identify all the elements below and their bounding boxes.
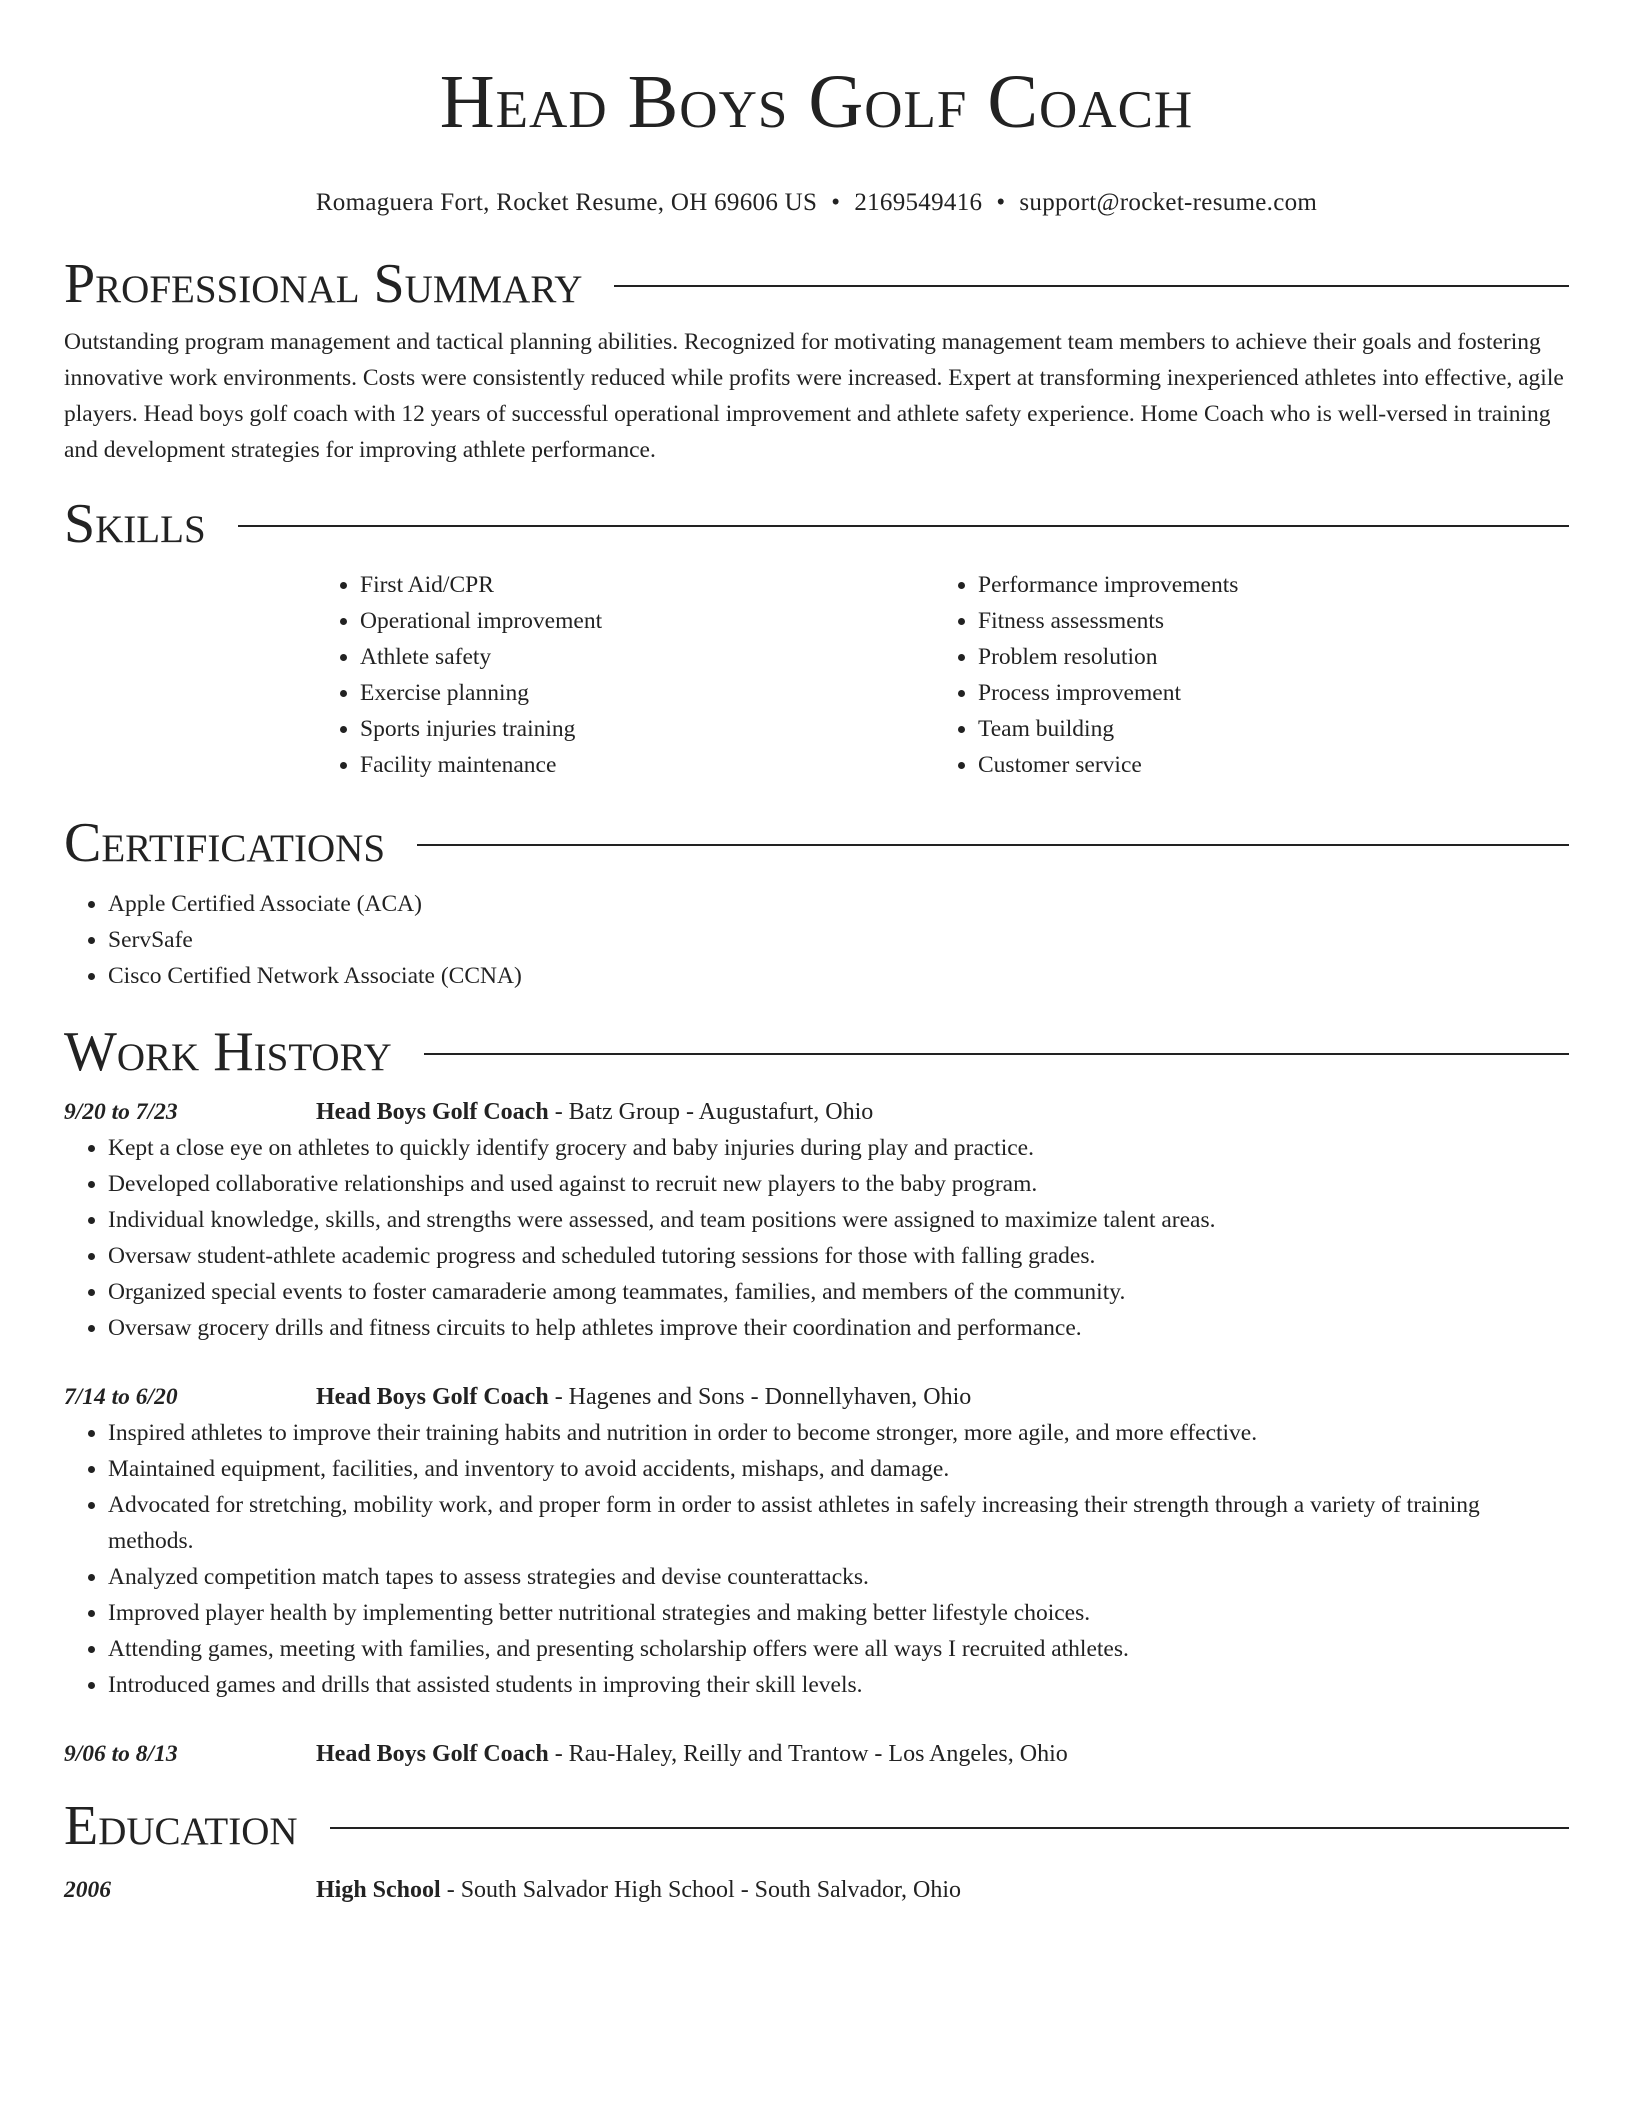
certification-item: • Apple Certified Associate (ACA) (108, 886, 1569, 922)
education-section (64, 1794, 1569, 1908)
job-role: Head Boys Golf Coach (316, 1741, 549, 1767)
duty-item: • Analyzed competition match tapes to assess strategies and devise counterattacks. (108, 1559, 1569, 1595)
skill-item: • First Aid/CPR (360, 567, 934, 603)
skill-item: • Team building (978, 711, 1552, 747)
job-duties (64, 1415, 1569, 1703)
section-divider (424, 1053, 1569, 1055)
education-school: - South Salvador High School - South Salvador, Ohio (440, 1877, 962, 1903)
contact-separator: • (831, 189, 841, 216)
skill-item: • Process improvement (978, 675, 1552, 711)
duty-item: • Oversaw student-athlete academic progress and scheduled tutoring sessions for those with falling grades. (108, 1238, 1569, 1274)
job-title-line (316, 1379, 1569, 1415)
duty-item: • Inspired athletes to improve their training habits and nutrition in order to become stronger, more agile, and more effective. (108, 1415, 1569, 1451)
skill-item: • Customer service (978, 747, 1552, 783)
job-dates: 7/14 to 6/20 (64, 1384, 178, 1410)
job-entry (64, 1379, 1569, 1703)
job-heading (64, 1736, 1569, 1772)
skills-list-left (316, 567, 934, 783)
skill-item: • Performance improvements (978, 567, 1552, 603)
job-entry (64, 1094, 1569, 1346)
skill-item: • Sports injuries training (360, 711, 934, 747)
skill-item: • Athlete safety (360, 639, 934, 675)
section-divider (330, 1827, 1569, 1829)
skills-grid (316, 567, 1569, 783)
section-divider (417, 844, 1569, 846)
duty-item: • Attending games, meeting with families, and presenting scholarship offers were all ways I recruited athletes. (108, 1631, 1569, 1667)
certifications-header (64, 811, 1569, 875)
education-header (64, 1794, 1569, 1858)
duty-item: • Developed collaborative relationships and used against to recruit new players to the baby program. (108, 1166, 1569, 1202)
summary-section (64, 252, 1569, 468)
contact-separator: • (996, 189, 1006, 216)
skill-item: • Exercise planning (360, 675, 934, 711)
contact-address: Romaguera Fort, Rocket Resume, OH 69606 US (315, 189, 818, 216)
job-dates: 9/06 to 8/13 (64, 1741, 178, 1767)
skills-section (64, 492, 1569, 783)
contact-email: support@rocket-resume.com (1019, 189, 1318, 216)
education-degree: High School (316, 1877, 441, 1903)
duty-item: • Maintained equipment, facilities, and inventory to avoid accidents, mishaps, and damage. (108, 1451, 1569, 1487)
section-title: Professional Summary (64, 253, 583, 315)
duty-item: • Kept a close eye on athletes to quickly identify grocery and baby injuries during play and practice. (108, 1130, 1569, 1166)
skill-item: • Facility maintenance (360, 747, 934, 783)
job-entry (64, 1736, 1569, 1772)
certification-item: • ServSafe (108, 922, 1569, 958)
work-history-header (64, 1020, 1569, 1084)
skill-item: • Fitness assessments (978, 603, 1552, 639)
certification-item: • Cisco Certified Network Associate (CCNA) (108, 958, 1569, 994)
certifications-section (64, 811, 1569, 994)
section-title: Skills (64, 493, 206, 555)
contact-line (64, 188, 1569, 218)
education-entry (64, 1872, 1569, 1908)
job-heading (64, 1379, 1569, 1415)
education-year: 2006 (64, 1877, 111, 1903)
skills-header (64, 492, 1569, 556)
job-role: Head Boys Golf Coach (316, 1099, 549, 1125)
skills-list-right (934, 567, 1552, 783)
candidate-name: Head Boys Golf Coach (439, 60, 1194, 144)
contact-phone: 2169549416 (854, 189, 983, 216)
education-line (316, 1872, 1569, 1908)
skills-column-right (934, 567, 1552, 783)
skill-item: • Operational improvement (360, 603, 934, 639)
certifications-list (64, 886, 1569, 994)
duty-item: • Introduced games and drills that assisted students in improving their skill levels. (108, 1667, 1569, 1703)
section-title: Work History (64, 1021, 392, 1083)
work-history-section (64, 1020, 1569, 1772)
skill-item: • Problem resolution (978, 639, 1552, 675)
summary-header (64, 252, 1569, 316)
job-heading (64, 1094, 1569, 1130)
job-employer: - Rau-Haley, Reilly and Trantow - Los Angeles, Ohio (548, 1741, 1068, 1767)
duty-item: • Advocated for stretching, mobility work, and proper form in order to assist athletes in safely increasing their strength through a variety of training methods. (108, 1487, 1569, 1559)
job-employer: - Batz Group - Augustafurt, Ohio (548, 1099, 874, 1125)
section-divider (614, 285, 1569, 287)
duty-item: • Oversaw grocery drills and fitness circuits to help athletes improve their coordination and performance. (108, 1310, 1569, 1346)
duty-item: • Improved player health by implementing better nutritional strategies and making better lifestyle choices. (108, 1595, 1569, 1631)
section-title: Certifications (64, 812, 386, 874)
job-title-line (316, 1094, 1569, 1130)
job-dates: 9/20 to 7/23 (64, 1099, 178, 1125)
job-duties (64, 1130, 1569, 1346)
duty-item: • Individual knowledge, skills, and strengths were assessed, and team positions were assigned to maximize talent areas. (108, 1202, 1569, 1238)
summary-text: Outstanding program management and tactical planning abilities. Recognized for motivating management team members to achieve their goals and fostering innovative work environments. Costs were consistently reduced while profits were increased. Expert at transforming inexperienced athletes into effective, agile players. Head boys golf coach with 12 years of successful operational improvement and athlete safety experience. Home Coach who is well-versed in training and development strategies for improving athlete performance. (64, 329, 1564, 463)
job-role: Head Boys Golf Coach (316, 1384, 549, 1410)
skills-column-left (316, 567, 934, 783)
job-employer: - Hagenes and Sons - Donnellyhaven, Ohio (548, 1384, 972, 1410)
job-title-line (316, 1736, 1569, 1772)
duty-item: • Organized special events to foster camaraderie among teammates, families, and members of the community. (108, 1274, 1569, 1310)
section-title: Education (64, 1795, 298, 1857)
section-divider (238, 525, 1569, 527)
